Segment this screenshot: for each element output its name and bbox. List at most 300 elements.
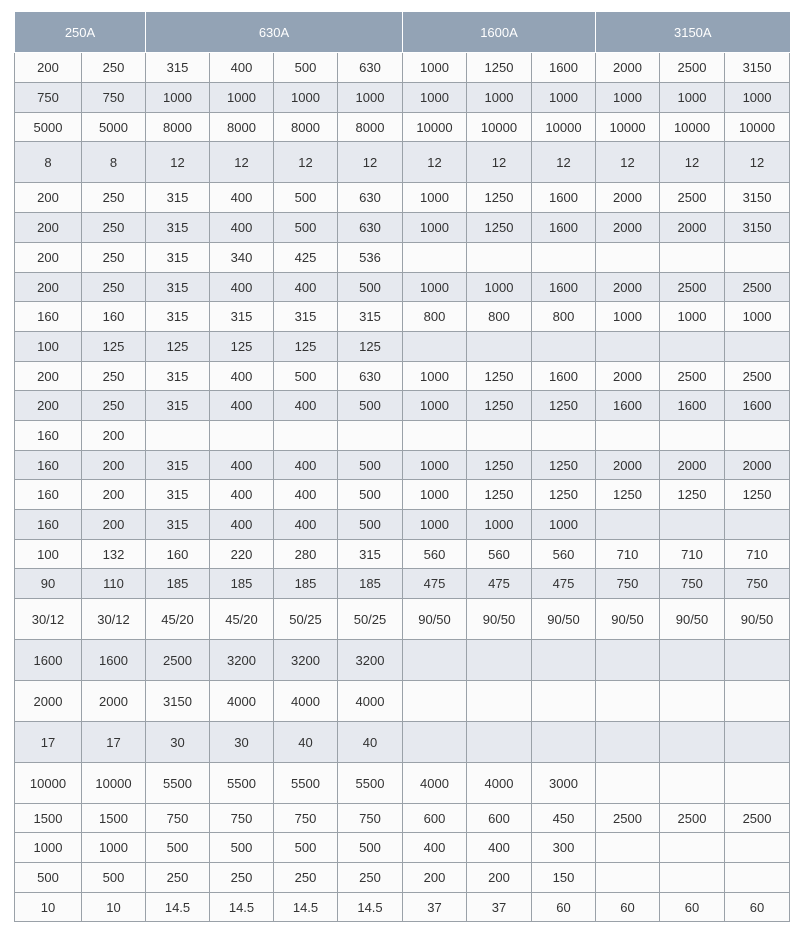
table-cell: 250 bbox=[82, 213, 146, 243]
table-cell: 37 bbox=[467, 893, 532, 922]
table-cell: 800 bbox=[532, 302, 596, 332]
table-cell: 2000 bbox=[660, 213, 725, 243]
table-cell: 1600 bbox=[532, 183, 596, 213]
table-cell: 2000 bbox=[596, 451, 660, 480]
table-cell: 500 bbox=[274, 362, 338, 391]
table-cell: 315 bbox=[146, 183, 210, 213]
table-cell: 132 bbox=[82, 540, 146, 569]
table-cell: 2000 bbox=[660, 451, 725, 480]
table-cell: 10000 bbox=[725, 113, 790, 142]
table-cell: 1250 bbox=[467, 53, 532, 83]
table-cell: 12 bbox=[660, 142, 725, 183]
table-cell: 710 bbox=[660, 540, 725, 569]
table-cell: 45/20 bbox=[146, 599, 210, 640]
table-cell: 1000 bbox=[403, 391, 467, 421]
table-cell: 600 bbox=[403, 804, 467, 833]
table-cell: 250 bbox=[82, 53, 146, 83]
table-cell: 1600 bbox=[725, 391, 790, 421]
table-cell: 4000 bbox=[210, 681, 274, 722]
table-cell: 315 bbox=[274, 302, 338, 332]
table-cell bbox=[725, 243, 790, 273]
table-cell: 14.5 bbox=[210, 893, 274, 922]
table-cell: 475 bbox=[467, 569, 532, 599]
table-cell: 315 bbox=[146, 302, 210, 332]
table-row bbox=[15, 722, 790, 763]
table-cell bbox=[596, 681, 660, 722]
table-cell: 315 bbox=[146, 243, 210, 273]
table-cell: 2500 bbox=[725, 804, 790, 833]
table-cell: 315 bbox=[146, 480, 210, 510]
table-cell: 400 bbox=[210, 451, 274, 480]
table-cell: 200 bbox=[15, 53, 82, 83]
table-cell: 400 bbox=[274, 391, 338, 421]
table-row bbox=[15, 183, 790, 213]
table-cell: 3200 bbox=[338, 640, 403, 681]
table-cell bbox=[467, 243, 532, 273]
table-cell: 450 bbox=[532, 804, 596, 833]
table-cell: 560 bbox=[532, 540, 596, 569]
table-cell: 250 bbox=[338, 863, 403, 893]
table-cell: 200 bbox=[82, 510, 146, 540]
table-cell: 1250 bbox=[467, 480, 532, 510]
table-cell: 125 bbox=[82, 332, 146, 362]
table-cell: 160 bbox=[15, 510, 82, 540]
table-cell: 1250 bbox=[596, 480, 660, 510]
table-cell: 400 bbox=[210, 480, 274, 510]
table-cell: 1000 bbox=[660, 83, 725, 113]
table-row bbox=[15, 332, 790, 362]
table-row bbox=[15, 243, 790, 273]
table-cell: 400 bbox=[210, 273, 274, 302]
table-cell: 2000 bbox=[596, 273, 660, 302]
table-cell bbox=[532, 243, 596, 273]
table-cell bbox=[660, 421, 725, 451]
table-cell: 500 bbox=[274, 833, 338, 863]
table-cell: 5500 bbox=[146, 763, 210, 804]
table-cell: 2000 bbox=[15, 681, 82, 722]
table-cell: 250 bbox=[82, 243, 146, 273]
table-cell bbox=[596, 510, 660, 540]
table-cell: 750 bbox=[338, 804, 403, 833]
table-cell: 475 bbox=[403, 569, 467, 599]
table-cell: 160 bbox=[82, 302, 146, 332]
table-cell: 1250 bbox=[467, 183, 532, 213]
table-cell: 750 bbox=[596, 569, 660, 599]
table-cell bbox=[467, 421, 532, 451]
table-cell: 1250 bbox=[725, 480, 790, 510]
table-cell bbox=[467, 332, 532, 362]
table-cell: 14.5 bbox=[274, 893, 338, 922]
table-cell: 250 bbox=[82, 391, 146, 421]
table-cell bbox=[725, 332, 790, 362]
table-cell: 1250 bbox=[467, 451, 532, 480]
table-cell: 1000 bbox=[660, 302, 725, 332]
table-cell: 475 bbox=[532, 569, 596, 599]
table-cell: 1000 bbox=[467, 510, 532, 540]
table-cell: 560 bbox=[467, 540, 532, 569]
table-cell: 630 bbox=[338, 362, 403, 391]
table-cell: 1000 bbox=[532, 83, 596, 113]
table-cell: 8000 bbox=[146, 113, 210, 142]
table-cell: 12 bbox=[210, 142, 274, 183]
table-cell: 750 bbox=[146, 804, 210, 833]
table-cell: 12 bbox=[146, 142, 210, 183]
table-cell: 800 bbox=[467, 302, 532, 332]
table-cell: 40 bbox=[338, 722, 403, 763]
table-cell bbox=[467, 681, 532, 722]
table-cell: 50/25 bbox=[274, 599, 338, 640]
table-cell: 8 bbox=[15, 142, 82, 183]
table-cell: 1000 bbox=[596, 83, 660, 113]
table-cell: 200 bbox=[82, 480, 146, 510]
table-cell: 12 bbox=[725, 142, 790, 183]
table-cell: 5500 bbox=[274, 763, 338, 804]
table-cell: 10000 bbox=[15, 763, 82, 804]
table-cell: 125 bbox=[338, 332, 403, 362]
table-cell: 400 bbox=[274, 480, 338, 510]
table-cell: 200 bbox=[403, 863, 467, 893]
table-cell bbox=[403, 332, 467, 362]
table-cell: 500 bbox=[338, 391, 403, 421]
table-cell: 1250 bbox=[467, 391, 532, 421]
table-cell: 500 bbox=[274, 183, 338, 213]
table-cell: 14.5 bbox=[146, 893, 210, 922]
table-body bbox=[15, 53, 790, 922]
table-cell: 200 bbox=[15, 362, 82, 391]
table-cell: 8 bbox=[82, 142, 146, 183]
table-cell bbox=[596, 243, 660, 273]
table-cell: 1000 bbox=[403, 273, 467, 302]
table-cell: 8000 bbox=[338, 113, 403, 142]
table-cell: 250 bbox=[210, 863, 274, 893]
table-cell: 17 bbox=[82, 722, 146, 763]
table-cell: 1000 bbox=[338, 83, 403, 113]
table-cell bbox=[725, 763, 790, 804]
table-cell: 1250 bbox=[467, 362, 532, 391]
table-cell: 10000 bbox=[403, 113, 467, 142]
table-cell: 1500 bbox=[15, 804, 82, 833]
table-cell: 200 bbox=[82, 421, 146, 451]
table-cell bbox=[725, 681, 790, 722]
table-cell bbox=[403, 640, 467, 681]
table-cell: 1000 bbox=[467, 83, 532, 113]
table-cell: 10000 bbox=[660, 113, 725, 142]
table-cell: 12 bbox=[532, 142, 596, 183]
table-cell: 500 bbox=[274, 213, 338, 243]
table-cell bbox=[660, 722, 725, 763]
table-cell: 500 bbox=[338, 451, 403, 480]
table-cell: 90/50 bbox=[725, 599, 790, 640]
table-cell: 315 bbox=[146, 451, 210, 480]
table-cell: 1000 bbox=[403, 510, 467, 540]
table-cell: 200 bbox=[15, 243, 82, 273]
table-cell: 400 bbox=[210, 213, 274, 243]
table-cell: 10000 bbox=[532, 113, 596, 142]
table-cell: 2500 bbox=[660, 53, 725, 83]
table-cell: 400 bbox=[210, 362, 274, 391]
table-cell: 185 bbox=[338, 569, 403, 599]
table-cell: 200 bbox=[15, 213, 82, 243]
table-cell: 90/50 bbox=[596, 599, 660, 640]
table-cell: 1600 bbox=[532, 213, 596, 243]
table-cell: 500 bbox=[338, 480, 403, 510]
table-cell bbox=[596, 421, 660, 451]
table-cell: 4000 bbox=[274, 681, 338, 722]
table-cell: 1000 bbox=[403, 183, 467, 213]
table-cell: 2500 bbox=[660, 273, 725, 302]
table-cell: 1000 bbox=[596, 302, 660, 332]
table-cell: 315 bbox=[146, 510, 210, 540]
table-cell: 30/12 bbox=[82, 599, 146, 640]
table-cell bbox=[725, 421, 790, 451]
table-cell: 3150 bbox=[725, 213, 790, 243]
table-cell: 125 bbox=[274, 332, 338, 362]
table-cell bbox=[338, 421, 403, 451]
table-cell: 12 bbox=[403, 142, 467, 183]
table-cell: 315 bbox=[146, 362, 210, 391]
table-cell: 200 bbox=[467, 863, 532, 893]
table-cell: 400 bbox=[274, 273, 338, 302]
table-cell: 3200 bbox=[274, 640, 338, 681]
table-cell: 400 bbox=[274, 451, 338, 480]
header-group: 1600A bbox=[403, 12, 596, 53]
table-cell: 2000 bbox=[725, 451, 790, 480]
table-cell: 185 bbox=[274, 569, 338, 599]
table-row bbox=[15, 391, 790, 421]
table-cell: 2500 bbox=[596, 804, 660, 833]
table-row bbox=[15, 213, 790, 243]
table-cell: 1600 bbox=[596, 391, 660, 421]
table-cell: 315 bbox=[146, 53, 210, 83]
table-cell: 10000 bbox=[467, 113, 532, 142]
table-row bbox=[15, 863, 790, 893]
table-cell: 1000 bbox=[403, 451, 467, 480]
table-cell: 250 bbox=[146, 863, 210, 893]
table-cell: 315 bbox=[338, 540, 403, 569]
table-cell: 12 bbox=[274, 142, 338, 183]
table-cell: 750 bbox=[660, 569, 725, 599]
table-cell: 60 bbox=[725, 893, 790, 922]
table-cell: 90/50 bbox=[403, 599, 467, 640]
table-cell: 160 bbox=[15, 421, 82, 451]
table-cell: 110 bbox=[82, 569, 146, 599]
table-row bbox=[15, 113, 790, 142]
table-cell: 160 bbox=[146, 540, 210, 569]
table-cell: 10 bbox=[15, 893, 82, 922]
table-cell bbox=[660, 243, 725, 273]
table-row bbox=[15, 510, 790, 540]
table-cell bbox=[532, 332, 596, 362]
table-cell: 1000 bbox=[82, 833, 146, 863]
table-cell: 630 bbox=[338, 213, 403, 243]
table-cell bbox=[660, 681, 725, 722]
table-cell bbox=[725, 722, 790, 763]
table-cell: 1000 bbox=[403, 213, 467, 243]
table-cell: 160 bbox=[15, 451, 82, 480]
table-cell bbox=[532, 681, 596, 722]
table-cell: 2500 bbox=[660, 804, 725, 833]
table-row bbox=[15, 273, 790, 302]
table-cell: 60 bbox=[596, 893, 660, 922]
table-row bbox=[15, 893, 790, 922]
table-cell: 14.5 bbox=[338, 893, 403, 922]
table-cell: 630 bbox=[338, 183, 403, 213]
table-cell: 1250 bbox=[532, 451, 596, 480]
table-cell: 400 bbox=[403, 833, 467, 863]
table-row bbox=[15, 53, 790, 83]
table-cell: 125 bbox=[210, 332, 274, 362]
table-cell: 185 bbox=[146, 569, 210, 599]
table-cell: 90/50 bbox=[532, 599, 596, 640]
table-cell: 750 bbox=[274, 804, 338, 833]
table-cell: 10000 bbox=[596, 113, 660, 142]
table-row bbox=[15, 681, 790, 722]
table-cell: 1000 bbox=[403, 362, 467, 391]
table-cell: 185 bbox=[210, 569, 274, 599]
table-cell: 1000 bbox=[403, 83, 467, 113]
table-cell: 400 bbox=[210, 53, 274, 83]
table-cell: 2500 bbox=[725, 362, 790, 391]
table-cell: 30 bbox=[210, 722, 274, 763]
table-cell bbox=[660, 332, 725, 362]
table-cell: 1600 bbox=[532, 53, 596, 83]
table-cell bbox=[532, 722, 596, 763]
table-cell: 4000 bbox=[403, 763, 467, 804]
table-cell: 2000 bbox=[82, 681, 146, 722]
table-cell: 2500 bbox=[725, 273, 790, 302]
table-header bbox=[15, 12, 790, 53]
table-row bbox=[15, 362, 790, 391]
table-row bbox=[15, 421, 790, 451]
table-row bbox=[15, 540, 790, 569]
table-cell: 4000 bbox=[467, 763, 532, 804]
table-cell: 1250 bbox=[660, 480, 725, 510]
table-cell: 200 bbox=[82, 451, 146, 480]
table-cell: 40 bbox=[274, 722, 338, 763]
table-row bbox=[15, 804, 790, 833]
table-cell: 1600 bbox=[15, 640, 82, 681]
table-cell: 630 bbox=[338, 53, 403, 83]
table-cell bbox=[725, 833, 790, 863]
header-group: 250A bbox=[15, 12, 146, 53]
table-cell: 710 bbox=[725, 540, 790, 569]
table-cell bbox=[403, 681, 467, 722]
table-cell: 1250 bbox=[532, 391, 596, 421]
table-row bbox=[15, 569, 790, 599]
table-cell: 1250 bbox=[467, 213, 532, 243]
table-cell bbox=[725, 510, 790, 540]
table-cell: 1000 bbox=[403, 53, 467, 83]
table-cell: 1000 bbox=[725, 83, 790, 113]
table-cell: 600 bbox=[467, 804, 532, 833]
table-cell: 315 bbox=[146, 273, 210, 302]
table-row bbox=[15, 83, 790, 113]
table-cell: 750 bbox=[82, 83, 146, 113]
table-cell: 100 bbox=[15, 540, 82, 569]
table-cell: 500 bbox=[338, 510, 403, 540]
table-row bbox=[15, 640, 790, 681]
table-cell bbox=[660, 640, 725, 681]
table-cell: 150 bbox=[532, 863, 596, 893]
table-cell: 2000 bbox=[596, 213, 660, 243]
table-cell bbox=[596, 640, 660, 681]
table-cell: 400 bbox=[210, 183, 274, 213]
table-cell: 160 bbox=[15, 480, 82, 510]
header-group: 3150A bbox=[596, 12, 790, 53]
table-cell bbox=[725, 863, 790, 893]
table-cell: 800 bbox=[403, 302, 467, 332]
table-cell: 315 bbox=[210, 302, 274, 332]
table-cell: 500 bbox=[338, 273, 403, 302]
table-cell: 1000 bbox=[467, 273, 532, 302]
table-cell: 1000 bbox=[210, 83, 274, 113]
table-cell: 3150 bbox=[146, 681, 210, 722]
table-cell: 50/25 bbox=[338, 599, 403, 640]
table-cell bbox=[660, 763, 725, 804]
table-cell: 2000 bbox=[596, 53, 660, 83]
table-cell: 560 bbox=[403, 540, 467, 569]
table-cell: 3000 bbox=[532, 763, 596, 804]
header-row bbox=[15, 12, 790, 53]
table-cell bbox=[403, 421, 467, 451]
table-cell bbox=[596, 332, 660, 362]
table-row bbox=[15, 142, 790, 183]
table-cell: 90 bbox=[15, 569, 82, 599]
table-cell bbox=[596, 763, 660, 804]
table-cell: 750 bbox=[15, 83, 82, 113]
table-cell: 160 bbox=[15, 302, 82, 332]
table-cell: 4000 bbox=[338, 681, 403, 722]
table-cell: 17 bbox=[15, 722, 82, 763]
table-cell: 1600 bbox=[660, 391, 725, 421]
table-cell: 2000 bbox=[596, 183, 660, 213]
table-cell: 220 bbox=[210, 540, 274, 569]
table-cell: 100 bbox=[15, 332, 82, 362]
table-cell: 750 bbox=[210, 804, 274, 833]
table-cell: 500 bbox=[15, 863, 82, 893]
table-cell bbox=[596, 722, 660, 763]
table-cell: 8000 bbox=[210, 113, 274, 142]
table-cell: 400 bbox=[210, 510, 274, 540]
table-cell: 1000 bbox=[146, 83, 210, 113]
table-cell: 12 bbox=[467, 142, 532, 183]
table-cell bbox=[467, 640, 532, 681]
table-cell: 280 bbox=[274, 540, 338, 569]
table-cell: 2500 bbox=[146, 640, 210, 681]
table-cell: 1000 bbox=[532, 510, 596, 540]
table-cell: 250 bbox=[274, 863, 338, 893]
table-cell: 2500 bbox=[660, 183, 725, 213]
table-cell: 8000 bbox=[274, 113, 338, 142]
table-cell bbox=[532, 421, 596, 451]
table-cell: 1600 bbox=[82, 640, 146, 681]
table-cell: 400 bbox=[467, 833, 532, 863]
table-cell: 5000 bbox=[15, 113, 82, 142]
table-cell: 315 bbox=[146, 213, 210, 243]
table-cell: 37 bbox=[403, 893, 467, 922]
table-cell: 1000 bbox=[725, 302, 790, 332]
table-cell: 750 bbox=[725, 569, 790, 599]
table-cell bbox=[660, 510, 725, 540]
table-cell: 500 bbox=[210, 833, 274, 863]
table-cell: 250 bbox=[82, 183, 146, 213]
table-cell: 5500 bbox=[338, 763, 403, 804]
table-cell: 10000 bbox=[82, 763, 146, 804]
table-cell: 12 bbox=[596, 142, 660, 183]
header-group: 630A bbox=[146, 12, 403, 53]
table-cell: 250 bbox=[82, 362, 146, 391]
table-cell: 1500 bbox=[82, 804, 146, 833]
